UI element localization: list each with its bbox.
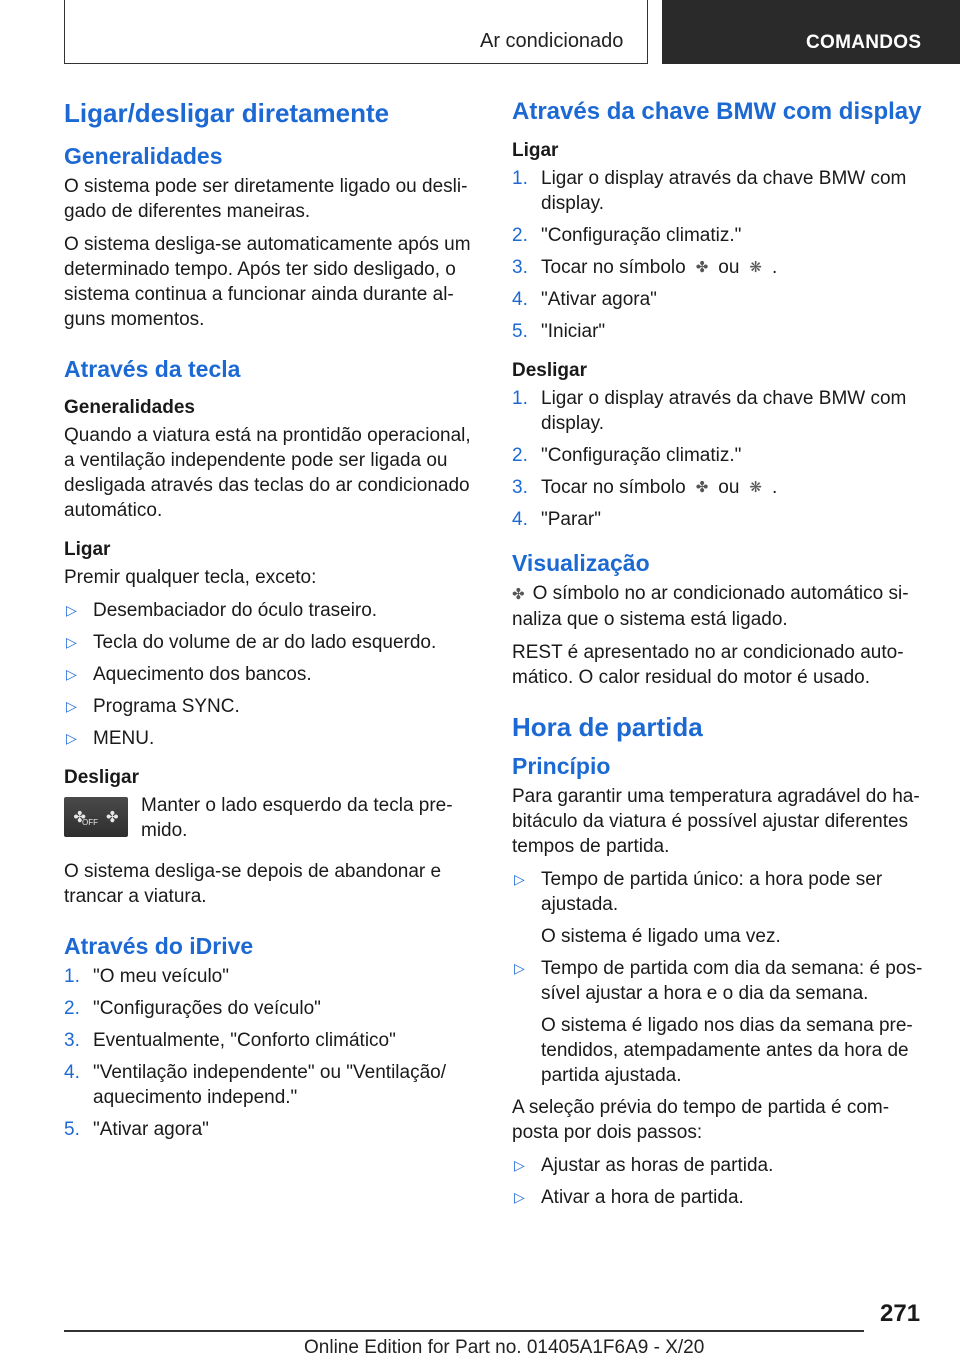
list-item: 5. "Iniciar" (512, 321, 606, 342)
fan-icon: ✤ (512, 586, 525, 603)
list-item: 3. Tocar no símbolo ✤ ou ❋ . (512, 257, 778, 278)
list-item: ▷ Tempo de partida com dia da semana: é pos-sível ajustar a hora e o dia da semana. (514, 958, 923, 1004)
list-item: 5. "Ativar agora" (64, 1119, 209, 1140)
off-label: OFF (82, 817, 98, 827)
left-title: Ligar/desligar diretamente (64, 98, 390, 128)
departure-types-list (512, 956, 928, 1006)
fan-key-text: Manter o lado esquerdo da tecla pre-mido. (141, 795, 453, 841)
triangle-bullet-icon: ▷ (514, 960, 525, 976)
list-item: 3. Tocar no símbolo ✤ ou ❋ . (512, 477, 778, 498)
switch-on-exceptions-list (64, 598, 478, 751)
departure-types-list (512, 867, 928, 917)
header-chapter-label: COMANDOS (806, 32, 922, 53)
right-column (512, 98, 928, 1218)
key-general-heading: Generalidades (64, 397, 195, 418)
idrive-heading: Através do iDrive (64, 933, 254, 959)
list-item: ▷ Desembaciador do óculo traseiro. (66, 600, 378, 621)
list-item: ▷ Tempo de partida único: a hora pode ser ajustada. (514, 869, 883, 915)
key-off-heading: Desligar (512, 360, 587, 381)
list-item: ▷ Ativar a hora de partida. (514, 1187, 744, 1208)
list-item: 1. "O meu veículo" (64, 966, 229, 987)
list-item: 4. "Ventilação independente" ou "Ventilação/ aquecimento independ." (64, 1062, 447, 1108)
list-item: 3. Eventualmente, "Conforto climático" (64, 1030, 396, 1051)
list-item: ▷ MENU. (66, 728, 155, 749)
display-heading: Visualização (512, 550, 650, 576)
preselection-steps-list (512, 1153, 928, 1210)
list-item: 2. "Configuração climatiz." (512, 225, 742, 246)
fan-icon: ✤ (73, 809, 86, 826)
right-title: Através da chave BMW com display (512, 98, 922, 125)
triangle-bullet-icon: ▷ (66, 666, 77, 682)
general-paragraph-2: O sistema desliga-se automaticamente após um determinado tempo. Após ter sido desligado, o sistema continua a funcionar ainda durante al-guns momentos. (64, 234, 471, 330)
list-item: 1. Ligar o display através da chave BMW com display. (512, 168, 907, 214)
left-column (64, 98, 478, 1150)
list-item: ▷ Aquecimento dos bancos. (66, 664, 312, 685)
key-on-heading: Ligar (512, 140, 559, 161)
key-on-steps-list (512, 166, 928, 344)
triangle-bullet-icon: ▷ (514, 1157, 525, 1173)
switch-off-heading: Desligar (64, 767, 139, 788)
list-item: 4. "Parar" (512, 509, 601, 530)
list-item: ▷ Tecla do volume de ar do lado esquerdo. (66, 632, 437, 653)
header-chapter-tab (662, 0, 960, 64)
fan-icon: ✤ (695, 259, 709, 276)
principle-heading: Princípio (512, 753, 611, 779)
fan-off-key-image (64, 797, 128, 837)
fan-heat-icon: ❋ (749, 259, 762, 276)
principle-paragraph: Para garantir uma temperatura agradável do ha-bitáculo da viatura é possível ajustar diferentes tempos de partida. (512, 786, 920, 857)
switch-on-paragraph: Premir qualquer tecla, exceto: (64, 567, 317, 588)
list-item: 4. "Ativar agora" (512, 289, 657, 310)
triangle-bullet-icon: ▷ (66, 730, 77, 746)
fan-icon: ✤ (695, 479, 709, 496)
fan-key-row (64, 793, 478, 849)
key-general-paragraph: Quando a viatura está na prontidão operacional, a ventilação independente pode ser ligada ou desligada através das teclas do ar condicionado automático. (64, 425, 471, 521)
list-item: 1. Ligar o display através da chave BMW com display. (512, 388, 907, 434)
key-off-steps-list (512, 386, 928, 532)
header-section-title: Ar condicionado (480, 30, 624, 52)
preselection-paragraph: A seleção prévia do tempo de partida é com-posta por dois passos: (512, 1097, 890, 1143)
footer-edition: Online Edition for Part no. 01405A1F6A9 - X/20 (304, 1337, 705, 1358)
departure-time-title: Hora de partida (512, 712, 703, 742)
general-paragraph-1: O sistema pode ser diretamente ligado ou desli-gado de diferentes maneiras. (64, 176, 468, 222)
footer-divider (64, 1330, 864, 1332)
triangle-bullet-icon: ▷ (66, 602, 77, 618)
list-item: ▷ Ajustar as horas de partida. (514, 1155, 774, 1176)
display-paragraph-2: REST é apresentado no ar condicionado auto-mático. O calor residual do motor é usado. (512, 642, 904, 688)
triangle-bullet-icon: ▷ (514, 871, 525, 887)
triangle-bullet-icon: ▷ (514, 1189, 525, 1205)
general-heading: Generalidades (64, 143, 223, 169)
list-item-note: O sistema é ligado nos dias da semana pre-tendidos, atempadamente antes da hora de partida ajustada. (541, 1015, 913, 1086)
idrive-steps-list (64, 964, 478, 1142)
key-section-heading: Através da tecla (64, 356, 241, 382)
switch-on-heading: Ligar (64, 539, 111, 560)
fan-icon: ✤ (106, 809, 119, 826)
list-item: 2. "Configuração climatiz." (512, 445, 742, 466)
triangle-bullet-icon: ▷ (66, 698, 77, 714)
display-paragraph-1: ✤ O símbolo no ar condicionado automático si-naliza que o sistema está ligado. (512, 583, 909, 630)
page-number: 271 (880, 1300, 921, 1327)
switch-off-paragraph: O sistema desliga-se depois de abandonar e trancar a viatura. (64, 861, 442, 907)
fan-heat-icon: ❋ (749, 479, 762, 496)
triangle-bullet-icon: ▷ (66, 634, 77, 650)
list-item: 2. "Configurações do veículo" (64, 998, 321, 1019)
list-item-note: O sistema é ligado uma vez. (541, 926, 781, 947)
list-item: ▷ Programa SYNC. (66, 696, 240, 717)
